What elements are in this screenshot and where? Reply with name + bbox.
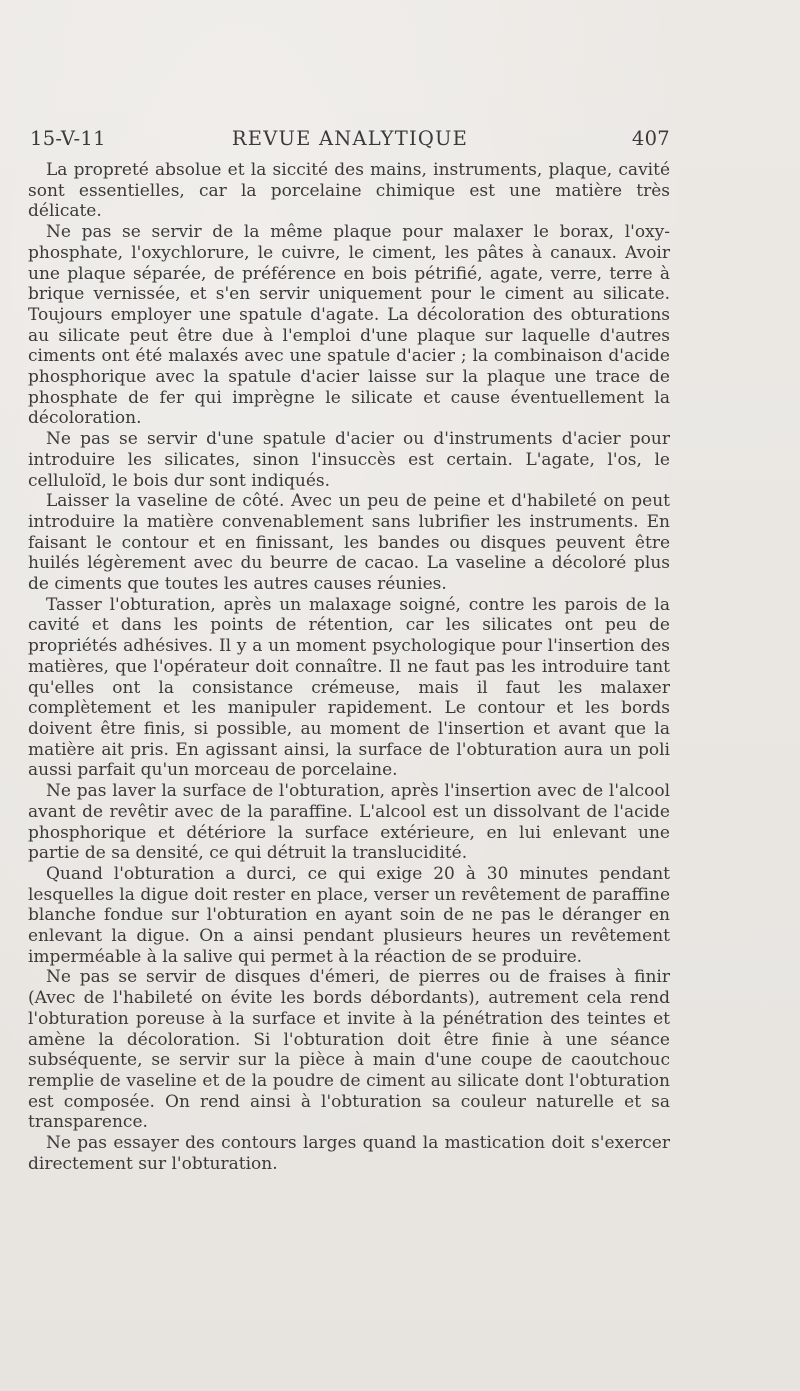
- paragraph-steel-spatula: Ne pas se servir d'une spatule d'acier ou d'instruments d'acier pour introduire les silicates, sinon l'insuccès est certain. L'agate, l'os, le celluloïd, le bois dur sont indiqués.: [28, 429, 670, 491]
- body-text: [28, 160, 670, 1174]
- page-number: 407: [631, 127, 670, 150]
- paragraph-contours: Ne pas essayer des contours larges quand la mastication doit s'exercer directement sur l'obturation.: [28, 1133, 670, 1174]
- paragraph-finishing: Ne pas se servir de disques d'émeri, de pierres ou de fraises à finir (Avec de l'habileté on évite les bords débordants), autrement cela rend l'obturation poreuse à la surface et invite à la pénétration des teintes et amène la décoloration. Si l'obturation doit être finie à une séance subséquente, se servir sur la pièce à main d'une coupe de caoutchouc remplie de vaseline et de la poudre de ciment au silicate dont l'obturation est composée. On rend ainsi à l'obturation sa couleur naturelle et sa transparence.: [28, 967, 670, 1133]
- paragraph-alcohol: Ne pas laver la surface de l'obturation, après l'insertion avec de l'alcool avant de revêtir avec de la paraffine. L'alcool est un dissolvant de l'acide phosphorique et détériore la surface extérieure, en lui enlevant une partie de sa densité, ce qui détruit la translucidité.: [28, 781, 670, 864]
- paragraph-packing: Tasser l'obturation, après un malaxage soigné, contre les parois de la cavité et dans les points de rétention, car les silicates ont peu de propriétés adhésives. Il y a un moment psychologique pour l'insertion des matières, que l'opérateur doit connaître. Il ne faut pas les introduire tant qu'elles ont la consistance crémeuse, mais il faut les malaxer complètement et les manipuler rapidement. Le contour et les bords doivent être finis, si possible, au moment de l'insertion et avant que la matière ait pris. En agissant ainsi, la surface de l'obturation aura un poli aussi parfait qu'un morceau de porcelaine.: [28, 594, 670, 781]
- running-title: REVUE ANALYTIQUE: [231, 127, 469, 150]
- paragraph-mixing-slab: Ne pas se servir de la même plaque pour malaxer le borax, l'oxy-phosphate, l'oxychlorure, le cuivre, le ciment, les pâtes à canaux. Avoir une plaque séparée, de préférence en bois pétrifié, agate, verre, terre à brique vernissée, et s'en servir uniquement pour le ciment au silicate. Toujours employer une spatule d'agate. La décoloration des obturations au silicate peut être due à l'emploi d'une plaque sur laquelle d'autres ciments ont été malaxés avec une spatule d'acier ; la combinaison d'acide phosphorique avec la spatule d'acier laisse sur la plaque une trace de phosphate de fer qui imprègne le silicate et cause éventuellement la décoloration.: [28, 222, 670, 429]
- folio-date: 15-V-11: [30, 127, 106, 150]
- paragraph-vaseline: Laisser la vaseline de côté. Avec un peu de peine et d'habileté on peut introduire la matière convenablement sans lubrifier les instruments. En faisant le contour et en finissant, les bandes ou disques peuvent être huilés légèrement avec du beurre de cacao. La vaseline a décoloré plus de ciments que toutes les autres causes réunies.: [28, 491, 670, 595]
- paragraph-cleanliness: La propreté absolue et la siccité des mains, instruments, plaque, cavité sont essentielles, car la porcelaine chimique est une matière très délicate.: [28, 160, 670, 222]
- page-header: [30, 127, 670, 153]
- paragraph-paraffin: Quand l'obturation a durci, ce qui exige 20 à 30 minutes pendant lesquelles la digue doit rester en place, verser un revêtement de paraffine blanche fondue sur l'obturation en ayant soin de ne pas le déranger en enlevant la digue. On a ainsi pendant plusieurs heures un revêtement imperméable à la salive qui permet à la réaction de se produire.: [28, 863, 670, 967]
